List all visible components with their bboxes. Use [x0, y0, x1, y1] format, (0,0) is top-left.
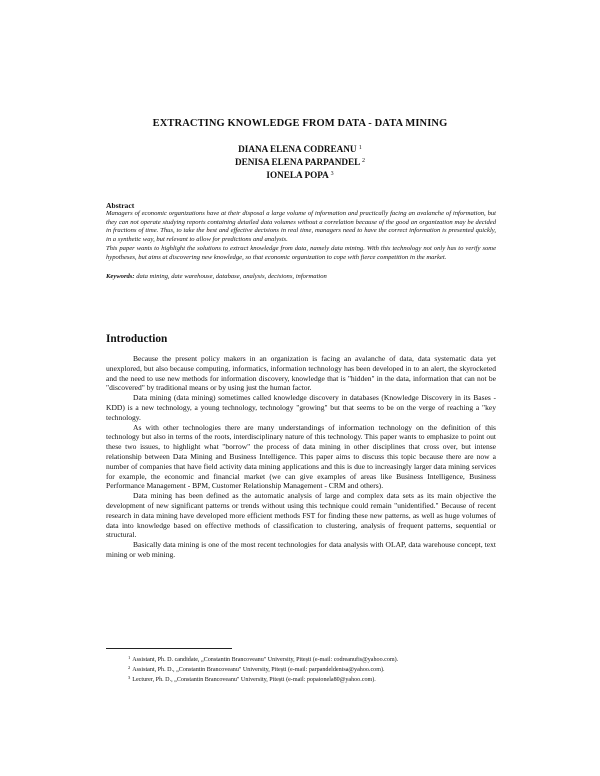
footnote-mark: 3 — [128, 675, 131, 681]
abstract-paragraph: This paper wants to highlight the solutions to extract knowledge from data, namely data mining. With this technology not only has to verify some hypotheses, but aims at discovering new knowledge, so that economic organization to cope with fierce competition in the market. — [106, 244, 496, 261]
paper-title: EXTRACTING KNOWLEDGE FROM DATA - DATA MINING — [152, 118, 448, 129]
author-name: DENISA ELENA PARPANDEL — [234, 157, 360, 167]
footnote-text: Lecturer, Ph. D., „Constantin Brancoveanu" University, Pitești (e-mail: popaionela80@yahoo.com). — [132, 677, 376, 684]
footnotes — [128, 654, 500, 684]
footnote-3 — [128, 674, 500, 684]
footnote-mark: 2 — [128, 665, 131, 671]
abstract-body — [106, 210, 496, 262]
author-1 — [0, 142, 600, 155]
body-paragraph: Because the present policy makers in an organization is facing an avalanche of data, data systematic data yet unexplored, but also because computing, informatics, information technology has been developed in to an alert, the skyrocketed and the need to use new methods for information discovery, knowledge that is "hidden" in the data, information that can not be "discovered" by traditional means or by using just the human factor. — [106, 354, 496, 393]
introduction-body — [106, 354, 496, 560]
author-footnote-mark: 1 — [358, 145, 362, 151]
body-paragraph: Data mining (data mining) sometimes called knowledge discovery in databases (Knowledge Discovery in its Bases - KDD) is a new technology, a young technology, technology "growing" but that seems to be on the verge of reaching a "key technology. — [106, 393, 496, 422]
author-3 — [0, 168, 600, 181]
author-name: IONELA POPA — [266, 170, 329, 180]
footnote-divider — [106, 648, 232, 649]
footnote-text: Assistant, Ph. D. candidate, „Constantin Brancoveanu" University, Pitești (e-mail: codreanufis@yahoo.com). — [132, 657, 399, 663]
footnote-mark: 1 — [128, 655, 131, 660]
footnote-1 — [128, 654, 500, 664]
footnote-2 — [128, 664, 500, 674]
author-footnote-mark: 2 — [362, 158, 366, 164]
body-paragraph: Basically data mining is one of the most recent technologies for data analysis with OLAP, data warehouse concept, text mining or web mining. — [106, 540, 496, 559]
body-paragraph: As with other technologies there are many understandings of information technology on the definition of this technology but also in terms of the roots, interdisciplinary nature of this technology. This paper wants to emphasize to point out these two issues, to highlight what "borrow" the process of data mining in other disciplines that cross over, but intense relationship between Data Mining and Business Intelligence. This paper aims to discuss this topic because there are now a number of companies that have field activity data mining applications and this is due to increasingly larger data mining services for example, the economic and financial market (we can give examples of areas like Business Intelligence, Business Performance Management - BPM, Customer Relationship Management - CRM and others). — [106, 422, 496, 491]
keywords-text: data mining, date warehouse, database, analysis, decisions, information — [136, 273, 327, 280]
abstract-heading: Abstract — [106, 201, 135, 210]
section-heading-introduction: Introduction — [106, 333, 168, 345]
keywords-label: Keywords: — [106, 273, 135, 280]
author-name: DIANA ELENA CODREANU — [238, 144, 357, 154]
author-list — [0, 142, 600, 181]
author-footnote-mark: 3 — [330, 171, 334, 177]
body-paragraph: Data mining has been defined as the automatic analysis of large and complex data sets as its main objective the development of new significant patterns or trends without using this technique could remain "unidentified." Because of recent research in data mining have developed more efficient methods FST for finding these new patterns, as well as huge volumes of data into knowledge based on effective methods of classification to clustering, analysis of frequent patterns, sequential or structural. — [106, 491, 496, 540]
footnote-text: Assistant, Ph. D., „Constantin Brancoveanu" University, Pitești (e-mail: parpandeldenisa@yahoo.com). — [132, 667, 385, 674]
author-2 — [0, 155, 600, 168]
keywords — [106, 273, 496, 282]
abstract-paragraph: Managers of economic organizations have at their disposal a large volume of information and practically facing an avalanche of information, but they can not operate studying reports containing detailed data volumes without a correlation because of the good an organization may be decided in fractions of time. Thus, to take the best and effective decisions in real time, managers need to have the correct information is presented quickly, in a synthetic way, but relevant to allow for predictions and analysis. — [106, 210, 496, 244]
